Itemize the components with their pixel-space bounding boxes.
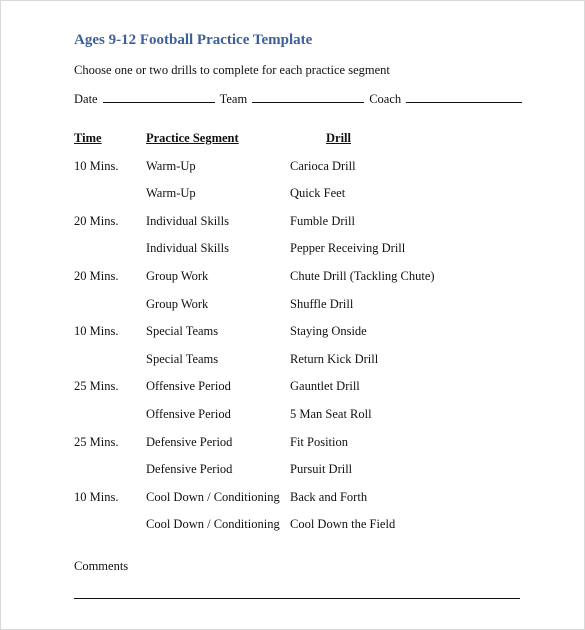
header-time: Time: [74, 131, 102, 145]
row-time: 25 Mins.: [74, 379, 119, 393]
team-label: Team: [219, 92, 248, 106]
row-segment: Group Work: [146, 269, 209, 283]
row-segment: Offensive Period: [146, 407, 231, 421]
row-drill: Return Kick Drill: [290, 352, 379, 366]
row-segment: Individual Skills: [146, 214, 229, 228]
row-drill: 5 Man Seat Roll: [290, 407, 372, 421]
header-drill: Drill: [326, 131, 351, 145]
row-time: 10 Mins.: [74, 490, 119, 504]
instructions-text: Choose one or two drills to complete for each practice segment: [74, 63, 390, 77]
row-segment: Defensive Period: [146, 435, 233, 449]
row-drill: Back and Forth: [290, 490, 368, 504]
table-row: [1, 490, 584, 506]
row-drill: Pursuit Drill: [290, 462, 353, 476]
table-row: [1, 214, 584, 230]
header-segment: Practice Segment: [146, 131, 239, 145]
row-time: 20 Mins.: [74, 269, 119, 283]
row-drill: Cool Down the Field: [290, 517, 396, 531]
row-time: 20 Mins.: [74, 214, 119, 228]
row-drill: Quick Feet: [290, 186, 346, 200]
row-segment: Defensive Period: [146, 462, 233, 476]
table-row: [1, 352, 584, 368]
row-segment: Offensive Period: [146, 379, 231, 393]
row-drill: Carioca Drill: [290, 159, 356, 173]
table-row: [1, 517, 584, 533]
table-row: [1, 297, 584, 313]
row-drill: Chute Drill (Tackling Chute): [290, 269, 435, 283]
row-drill: Staying Onside: [290, 324, 367, 338]
row-segment: Warm-Up: [146, 159, 196, 173]
team-blank-line: [252, 90, 364, 103]
row-time: 10 Mins.: [74, 324, 119, 338]
table-header: [1, 131, 584, 147]
table-row: [1, 241, 584, 257]
row-segment: Cool Down / Conditioning: [146, 517, 280, 531]
row-segment: Special Teams: [146, 352, 219, 366]
table-row: [1, 435, 584, 451]
document-title: Ages 9-12 Football Practice Template: [74, 32, 313, 48]
row-segment: Cool Down / Conditioning: [146, 490, 280, 504]
row-drill: Fumble Drill: [290, 214, 355, 228]
date-label: Date: [74, 92, 98, 106]
date-blank-line: [103, 90, 215, 103]
row-time: 25 Mins.: [74, 435, 119, 449]
table-row: [1, 159, 584, 175]
header-fields: [74, 90, 527, 107]
row-segment: Warm-Up: [146, 186, 196, 200]
table-row: [1, 379, 584, 395]
table-row: [1, 407, 584, 423]
row-segment: Special Teams: [146, 324, 219, 338]
row-drill: Gauntlet Drill: [290, 379, 360, 393]
table-row: [1, 269, 584, 285]
row-time: 10 Mins.: [74, 159, 119, 173]
comments-blank-line: [74, 598, 520, 599]
comments-label: Comments: [74, 559, 129, 573]
row-drill: Shuffle Drill: [290, 297, 354, 311]
table-row: [1, 462, 584, 478]
table-row: [1, 324, 584, 340]
coach-blank-line: [406, 90, 522, 103]
row-segment: Group Work: [146, 297, 209, 311]
row-drill: Pepper Receiving Drill: [290, 241, 406, 255]
row-segment: Individual Skills: [146, 241, 229, 255]
row-drill: Fit Position: [290, 435, 349, 449]
table-row: [1, 186, 584, 202]
coach-label: Coach: [369, 92, 402, 106]
